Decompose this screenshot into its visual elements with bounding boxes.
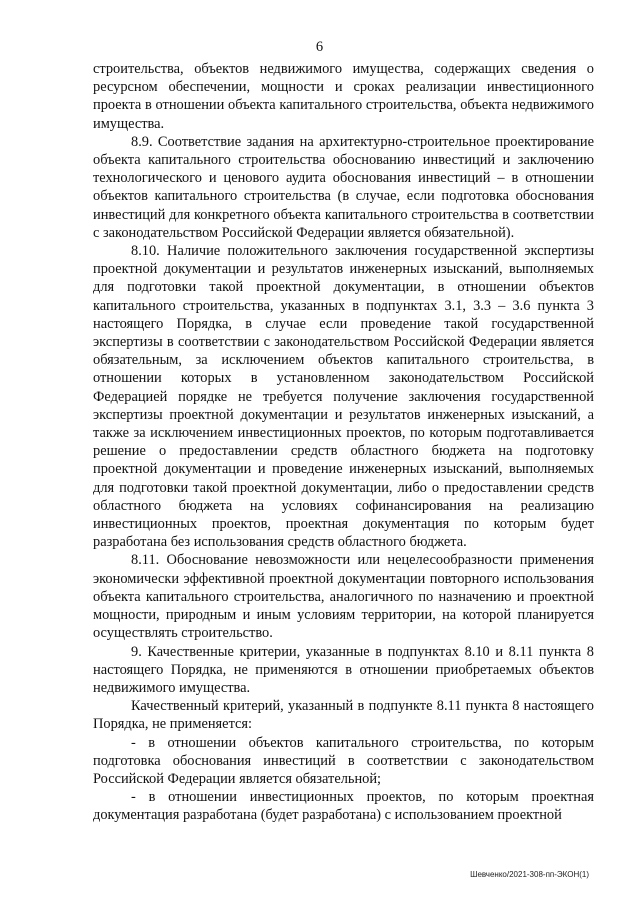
- paragraph-qualitative-criterion: Качественный критерий, указанный в подпункте 8.11 пункта 8 настоящего Порядка, не применяется:: [93, 698, 594, 733]
- paragraph-continuation: строительства, объектов недвижимого имущества, содержащих сведения о ресурсном обеспечении, мощности и сроках реализации инвестиционного проекта в отношении объекта капитального строительства, объекта недвижимого имущества.: [93, 61, 594, 132]
- document-reference-footer: Шевченко/2021-308-пп-ЭКОН(1): [470, 870, 589, 879]
- paragraph-8-11: 8.11. Обоснование невозможности или нецелесообразности применения экономически эффективной проектной документации повторного использования объекта капитального строительства, аналогичного по назначению и проектной мощности, природным и иным условиям территории, на которой планируется осуществлять строительство.: [93, 552, 594, 642]
- document-body: [93, 60, 594, 825]
- list-item-capital-construction: - в отношении объектов капитального строительства, по которым подготовка обоснования инвестиций в соответствии с законодательством Российской Федерации является обязательной;: [93, 734, 594, 787]
- paragraph-9: 9. Качественные критерии, указанные в подпунктах 8.10 и 8.11 пункта 8 настоящего Порядка, не применяются в отношении приобретаемых объектов недвижимого имущества.: [93, 643, 594, 696]
- list-item-investment-projects: - в отношении инвестиционных проектов, по которым проектная документация разработана (будет разработана) с использованием проектной: [93, 789, 594, 824]
- paragraph-8-9: 8.9. Соответствие задания на архитектурно-строительное проектирование объекта капитального строительства обоснованию инвестиций и заключению технологического и ценового аудита обоснования инвестиций – в отношении объектов капитального строительства (в случае, если подготовка обоснования инвестиций для конкретного объекта капитального строительства в соответствии с законодательством Российской Федерации является обязательной).: [93, 133, 594, 241]
- page-number: 6: [315, 39, 324, 55]
- paragraph-8-10: 8.10. Наличие положительного заключения государственной экспертизы проектной документации и результатов инженерных изысканий, выполняемых для подготовки такой проектной документации, в отношении объектов капитального строительства, указанных в подпунктах 3.1, 3.3 – 3.6 пункта 3 настоящего Порядка, в случае если проведение такой государственной экспертизы в соответствии с законодательством Российской Федерации является обязательным, за исключением объектов капитального строительства, в отношении которых в установленном законодательством Российской Федерацией порядке не требуется получение заключения государственной экспертизы проектной документации и результатов инженерных изысканий, а также за исключением инвестиционных проектов, по которым подготавливается решение о предоставлении средств областного бюджета на подготовку проектной документации и проведение инженерных изысканий, выполняемых для подготовки такой проектной документации, либо о предоставлении средств областного бюджета на условиях софинансирования на реализацию инвестиционных проектов, проектная документация по которым будет разработана без использования средств областного бюджета.: [93, 243, 594, 551]
